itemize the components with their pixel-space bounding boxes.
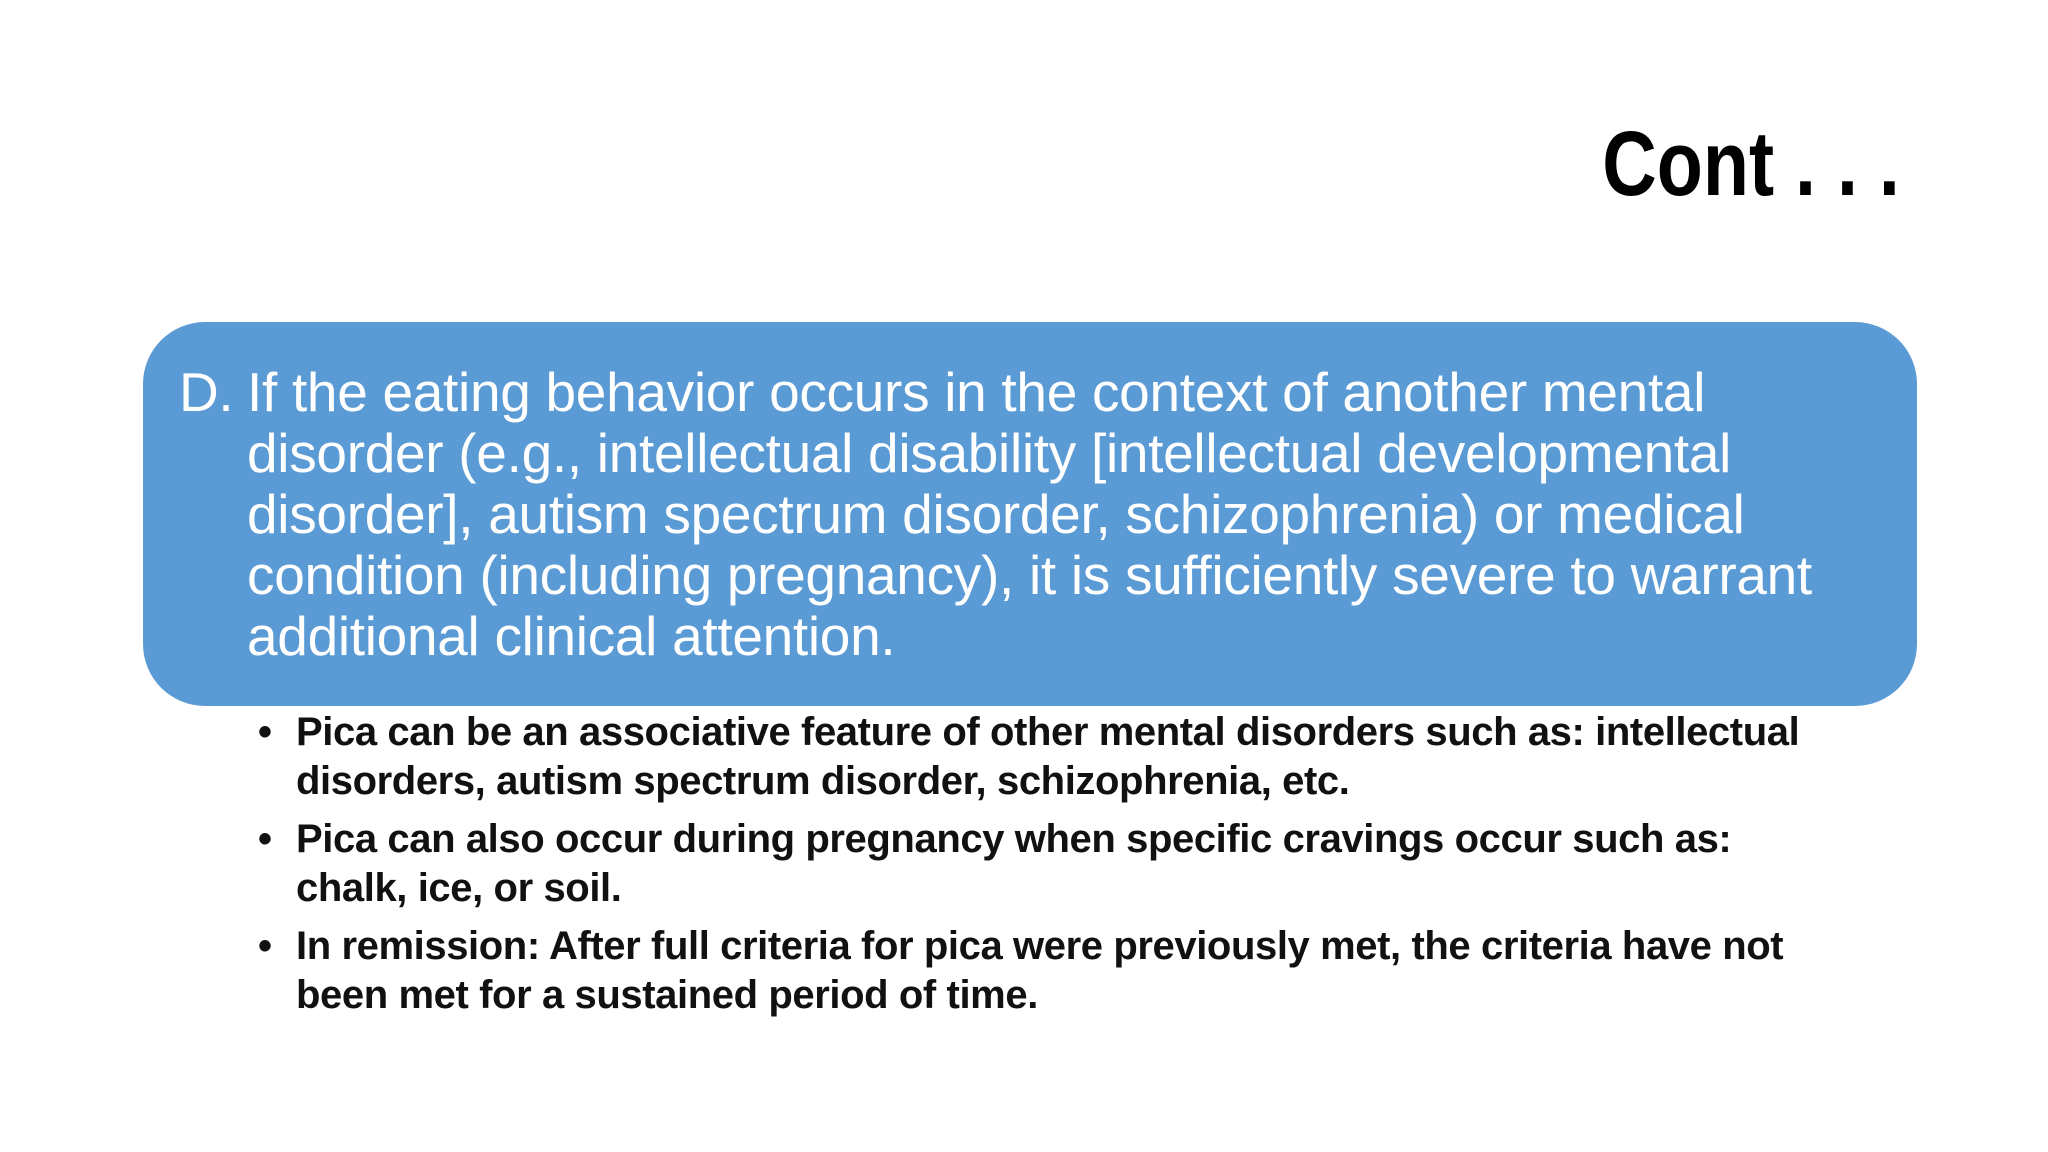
criterion-letter: D. <box>179 361 234 423</box>
bullet-icon: • <box>258 924 272 968</box>
slide-title: Cont . . . <box>1602 113 1900 215</box>
note-item-remission <box>258 922 1838 1020</box>
criterion-text: If the eating behavior occurs in the context of another mental disorder (e.g., intellectual disability [intellectual developmental disorder], autism spectrum disorder, schizophrenia) or medical condition (including pregnancy), it is sufficiently severe to warrant additional clinical attention. <box>247 361 1812 667</box>
note-text: Pica can be an associative feature of other mental disorders such as: intellectual disorders, autism spectrum disorder, schizophrenia, etc. <box>296 710 1800 803</box>
criterion-d-box <box>143 322 1917 706</box>
note-item-associative-feature <box>258 708 1838 806</box>
note-item-pregnancy <box>258 815 1838 913</box>
note-text: In remission: After full criteria for pica were previously met, the criteria have not been met for a sustained period of time. <box>296 924 1784 1017</box>
notes-list <box>258 708 1838 1029</box>
bullet-icon: • <box>258 710 272 754</box>
bullet-icon: • <box>258 817 272 861</box>
criterion-d <box>179 362 1899 667</box>
note-text: Pica can also occur during pregnancy when specific cravings occur such as: chalk, ice, or soil. <box>296 817 1732 910</box>
